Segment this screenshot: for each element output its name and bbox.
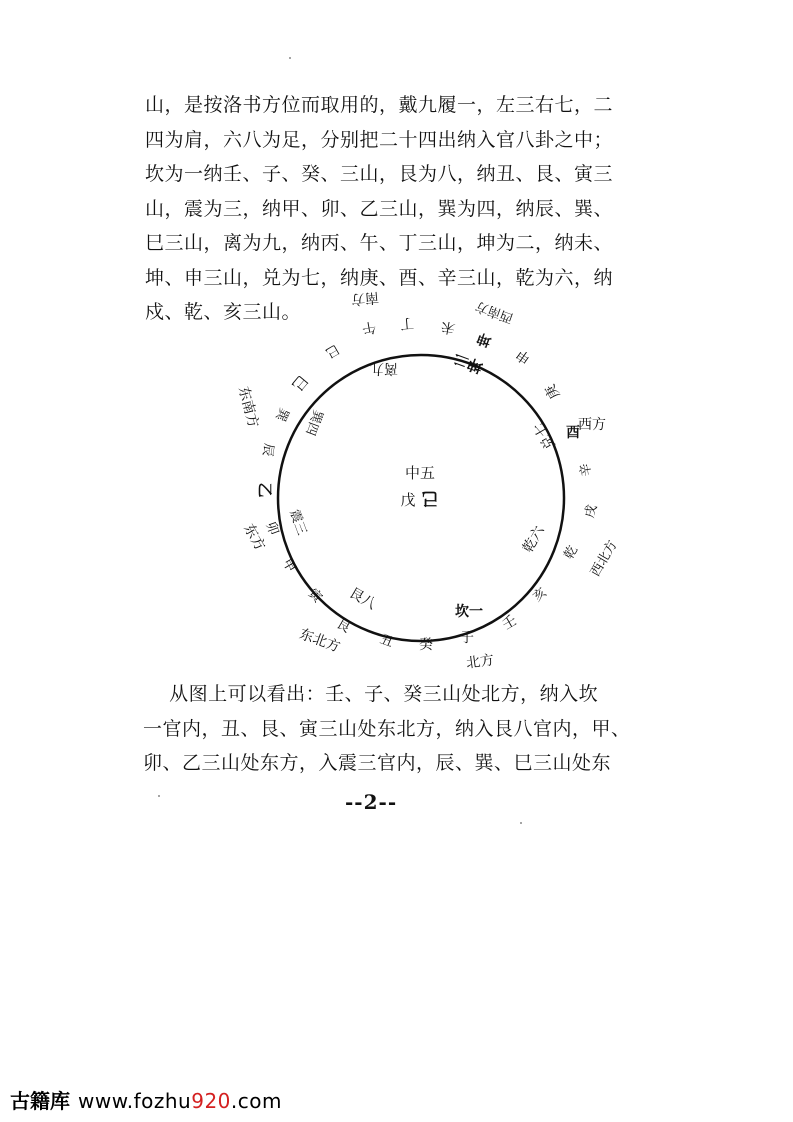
site-url-prefix: www.fozhu bbox=[78, 1089, 192, 1113]
mountain-jia-label: 甲 bbox=[278, 556, 299, 576]
mountain-chen-label: 辰 bbox=[259, 442, 277, 458]
mountain-gen-label: 艮 bbox=[333, 616, 353, 637]
mountain-shen-label: 申 bbox=[513, 345, 534, 367]
mountain-geng-label: 庚 bbox=[542, 381, 564, 402]
direction-west-label: 西方 bbox=[578, 417, 606, 433]
mountain-zi-label: 子 bbox=[460, 630, 474, 646]
mountain-ding-label: 丁 bbox=[399, 314, 415, 332]
site-url-number: 920 bbox=[191, 1089, 231, 1113]
direction-east-label: 东方 bbox=[240, 521, 269, 554]
direction-northeast-label: 东北方 bbox=[297, 626, 343, 656]
mountain-xu-label: 戌 bbox=[582, 503, 601, 520]
palace-qian-label: 乾六 bbox=[519, 523, 548, 556]
mountain-xun-label: 巽 bbox=[272, 405, 292, 424]
mountain-mao-label: 卯 bbox=[262, 519, 281, 538]
direction-north-label: 北方 bbox=[465, 652, 496, 672]
palace-dui-label: 兑七 bbox=[530, 419, 559, 452]
mountain-yin-label: 寅 bbox=[305, 586, 325, 606]
site-url-suffix: .com bbox=[230, 1089, 282, 1113]
mountain-si-label: 巳 bbox=[322, 340, 342, 361]
mountain-wei-label: 未 bbox=[439, 317, 457, 337]
palace-xun-label: 巽四 bbox=[302, 407, 326, 438]
center-wu-label: 戊 bbox=[400, 491, 416, 509]
body-text-paragraph: 山，是按洛书方位而取用的，戴九履一，左三右七，二 四为肩，六八为足，分别把二十四出纳入官八卦之中； 坎为一纳壬、子、癸、三山，艮为八，纳丑、艮、寅三 山，震为三，纳甲、卯、乙三山，巽为四，纳辰、巽、 巳三山，离为九，纳丙、午、丁三山，坤为二，纳未、 坤、申三山，兑为七，纳庚、酉、辛三山，乾为六，纳 戍、乾、亥三山。 bbox=[145, 94, 614, 323]
mountain-xin-label: 辛 bbox=[577, 462, 595, 478]
center-palace-label: 中五 bbox=[404, 464, 436, 482]
mountain-chou-label: 丑 bbox=[377, 632, 396, 651]
site-name: 古籍库 bbox=[10, 1089, 70, 1113]
palace-kun-label: 坤二 bbox=[450, 349, 486, 377]
direction-northwest-label: 西北方 bbox=[588, 538, 621, 580]
palace-kan-label: 坎一 bbox=[455, 604, 483, 620]
mountain-ren-label: 壬 bbox=[499, 612, 520, 634]
mountain-hai-label: 亥 bbox=[530, 585, 550, 606]
mountain-gui-label: 癸 bbox=[419, 637, 433, 653]
palace-li-label: 离九 bbox=[370, 360, 398, 376]
palace-zhen-label: 震三 bbox=[286, 507, 310, 538]
mountain-kun-label: 坤 bbox=[475, 329, 494, 349]
site-footer-watermark bbox=[10, 1085, 282, 1114]
page-number: --2-- bbox=[345, 790, 398, 814]
body-text-paragraph: 从图上可以看出：壬、子、癸三山处北方，纳入坎 一官内，丑、艮、寅三山处东北方，纳入艮八官内，甲、 卯、乙三山处东方，入震三官内，辰、巽、巳三山处东 bbox=[143, 683, 631, 774]
center-ji-label: 己 bbox=[421, 488, 439, 508]
mountain-wu-label: 午 bbox=[360, 317, 378, 337]
direction-southeast-label: 东南方 bbox=[234, 384, 262, 430]
mountain-you-label: 酉 bbox=[566, 425, 580, 441]
mountain-yi-label: 乙 bbox=[256, 482, 274, 498]
mountain-qian-label: 乾 bbox=[561, 543, 582, 563]
direction-south-label: 南方 bbox=[350, 288, 380, 308]
direction-southwest-label: 西南方 bbox=[473, 297, 516, 326]
site-url[interactable] bbox=[78, 1089, 282, 1113]
palace-gen-label: 艮八 bbox=[346, 584, 379, 613]
mountain-si-outer-label: 巳 bbox=[288, 371, 312, 395]
